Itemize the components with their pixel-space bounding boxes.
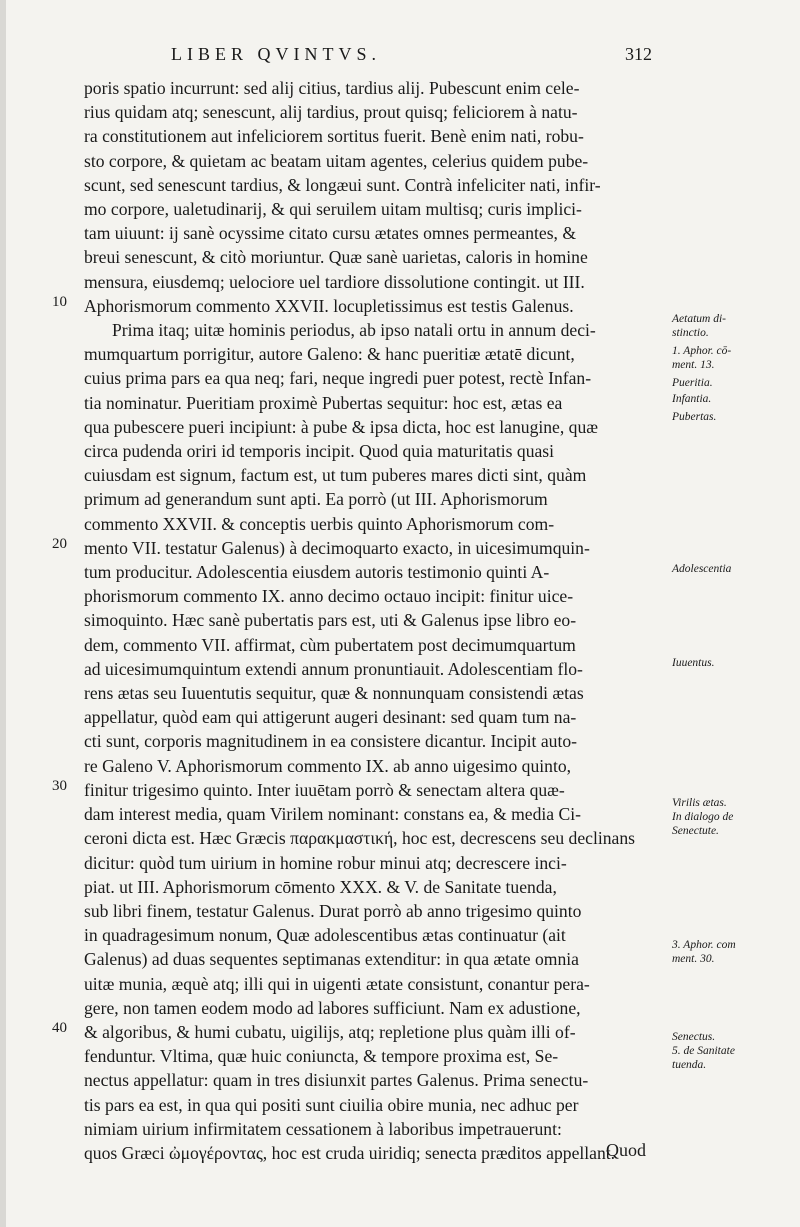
text-line: quos Græci ὠμογέροντας, hoc est cruda uiridiq; senecta præditos appellant. <box>84 1142 616 1163</box>
text-line: cti sunt, corporis magnitudinem in ea consistere dicantur. Incipit auto- <box>84 731 577 752</box>
text-line: in quadragesimum nonum, Quæ adolescentibus ætas continuatur (ait <box>84 925 566 946</box>
text-line: mumquartum porrigitur, autore Galeno: & hanc pueritiæ ætatē dicunt, <box>84 344 575 365</box>
margin-note: Senectus. 5. de Sanitate tuenda. <box>672 1031 735 1071</box>
text-line: scunt, sed senescunt tardius, & longæui sunt. Contrà infeliciter nati, infir- <box>84 174 601 195</box>
text-line: nectus appellatur: quam in tres disiunxit partes Galenus. Prima senectu- <box>84 1070 589 1091</box>
text-line: re Galeno V. Aphorismorum commento IX. ab anno uigesimo quinto, <box>84 755 572 776</box>
text-line: simoquinto. Hæc sanè pubertatis pars est, uti & Galenus ipse libro eo- <box>84 610 577 631</box>
margin-note: 1. Aphor. cō- ment. 13. <box>672 345 732 371</box>
text-line: ra constitutionem aut infeliciorem sortitus fuerit. Benè enim nati, robu- <box>84 126 584 147</box>
margin-note: Infantia. <box>672 393 712 405</box>
line-number: 10 <box>52 294 67 310</box>
text-line: Prima itaq; uitæ hominis periodus, ab ipso natali ortu in annum deci- <box>112 320 596 341</box>
text-line: tis pars ea est, in qua qui positi sunt ciuilia obire munia, nec adhuc per <box>84 1094 579 1115</box>
text-line: commento XXVII. & conceptis uerbis quinto Aphorismorum com- <box>84 513 555 534</box>
text-line: piat. ut III. Aphorismorum cōmento XXX. & V. de Sanitate tuenda, <box>84 876 557 897</box>
margin-note: Virilis ætas. In dialogo de Senectute. <box>672 797 734 837</box>
text-line: qua pubescere pueri incipiunt: à pube & ipsa dicta, hoc est lanugine, quæ <box>84 416 598 437</box>
margin-note: Aetatum di- stinctio. <box>672 313 726 339</box>
text-line: cuius prima pars ea qua neq; fari, neque ingredi puer potest, rectè Infan- <box>84 368 592 389</box>
text-line: rens ætas seu Iuuentutis sequitur, quæ & nonnunquam consistendi ætas <box>84 683 584 704</box>
text-line: mento VII. testatur Galenus) à decimoquarto exacto, in uicesimumquin- <box>84 537 590 558</box>
text-line: fenduntur. Vltima, quæ huic coniuncta, & tempore proxima est, Se- <box>84 1046 559 1067</box>
main-text-block <box>84 76 662 1165</box>
text-line: phorismorum commento IX. anno decimo octauo incipit: finitur uice- <box>84 586 574 607</box>
catchword: Quod <box>606 1140 646 1160</box>
text-line: Galenus) ad duas sequentes septimanas extenditur: in qua ætate omnia <box>84 949 579 970</box>
text-line: rius quidam atq; senescunt, alij tardius, prout quisq; feliciorem à natu- <box>84 102 578 123</box>
running-header: LIBER QVINTVS. <box>171 44 381 64</box>
text-line: poris spatio incurrunt: sed alij citius, tardius alij. Pubescunt enim cele- <box>84 78 580 98</box>
text-line: circa pudenda oriri id temporis incipit. Quod quia maturitatis quasi <box>84 441 555 462</box>
text-line: sto corpore, & quietam ac beatam uitam agentes, celerius quidem pube- <box>84 150 589 171</box>
text-line: breui senescunt, & citò moriuntur. Quæ sanè uarietas, caloris in homine <box>84 247 588 268</box>
text-line: ad uicesimumquintum extendi annum pronuntiauit. Adolescentiam flo- <box>84 658 583 679</box>
text-line: & algoribus, & humi cubatu, uigilijs, atq; repletione plus quàm illi of- <box>84 1021 576 1042</box>
margin-note: 3. Aphor. com ment. 30. <box>672 939 736 965</box>
text-line: primum ad generandum sunt apti. Ea porrò (ut III. Aphorismorum <box>84 489 548 510</box>
margin-note: Iuuentus. <box>672 657 715 669</box>
text-line: mo corpore, ualetudinarij, & qui seruilem uitam multisq; curis implici- <box>84 199 582 220</box>
text-line: uitæ munia, æquè atq; illi qui in uigenti ætate consistunt, conantur pera- <box>84 973 590 994</box>
text-line: dicitur: quòd tum uirium in homine robur minui atq; decrescere inci- <box>84 852 567 873</box>
text-line: dam interest media, quam Virilem nominant: constans ea, & media Ci- <box>84 804 581 825</box>
line-number: 30 <box>52 778 67 794</box>
text-line: tam uiuunt: ij sanè ocyssime citato cursu ætates omnes permeantes, & <box>84 223 577 244</box>
line-number: 20 <box>52 536 67 552</box>
text-line: nimiam uirium infirmitatem cessationem à laboribus impetrauerunt: <box>84 1118 562 1139</box>
text-line: mensura, eiusdemq; uelociore uel tardiore dissolutione contingit. ut III. <box>84 271 585 292</box>
text-line: cuiusdam est signum, factum est, ut tum puberes mares dicti sint, quàm <box>84 465 587 486</box>
text-line: tia nominatur. Pueritiam proximè Pubertas sequitur: hoc est, ætas ea <box>84 392 563 413</box>
text-line: sub libri finem, testatur Galenus. Durat porrò ab anno trigesimo quinto <box>84 900 582 921</box>
text-line: appellatur, quòd eam qui attigerunt augeri desinant: sed quam tum na- <box>84 707 577 728</box>
margin-note: Adolescentia <box>672 563 732 575</box>
text-line: finitur trigesimo quinto. Inter iuuētam porrò & senectam altera quæ- <box>84 779 565 800</box>
text-line: dem, commento VII. affirmat, cùm pubertatem post decimumquartum <box>84 634 576 655</box>
text-line: Aphorismorum commento XXVII. locupletissimus est testis Galenus. <box>84 295 574 316</box>
margin-note: Pubertas. <box>672 411 717 423</box>
text-line: tum producitur. Adolescentia eiusdem autoris testimonio quinti A- <box>84 562 550 583</box>
text-line: ceroni dicta est. Hæc Græcis παρακμαστική, hoc est, decrescens seu declinans <box>84 828 635 849</box>
text-line: gere, non tamen eodem modo ad labores sufficiunt. Nam ex adustione, <box>84 997 581 1018</box>
page-number: 312 <box>625 44 652 64</box>
margin-note: Pueritia. <box>672 377 713 389</box>
line-number: 40 <box>52 1020 67 1036</box>
